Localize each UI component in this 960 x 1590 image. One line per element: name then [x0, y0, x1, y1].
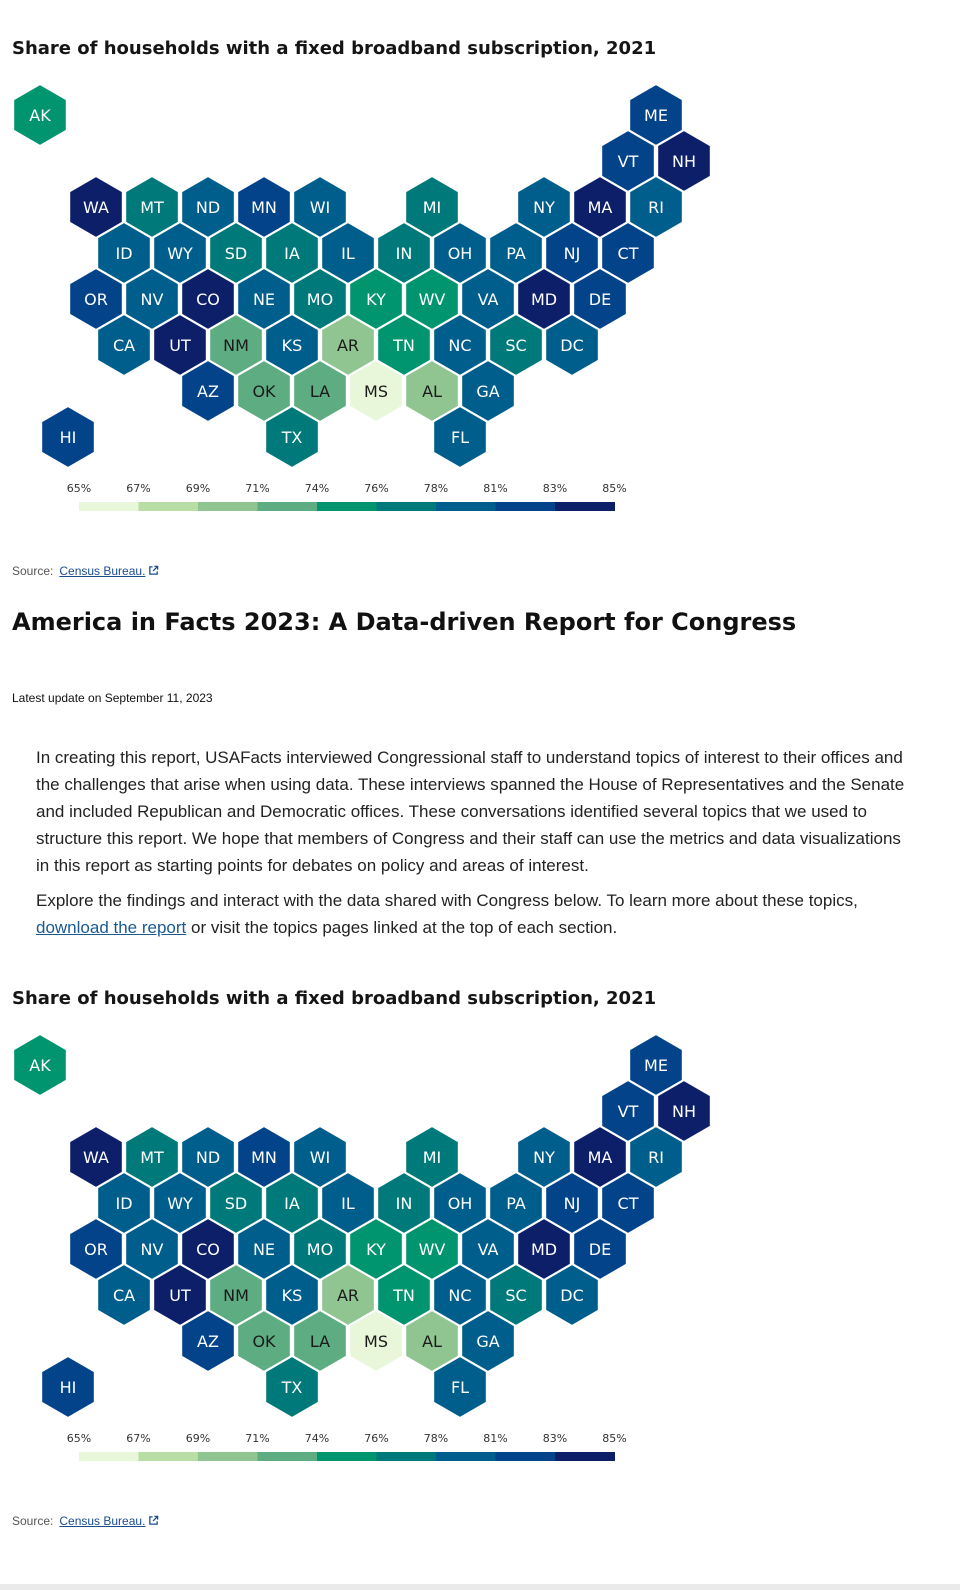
state-label: UT — [169, 1286, 191, 1305]
state-label: IL — [341, 1194, 355, 1213]
legend-swatch — [258, 502, 318, 511]
state-label: KY — [366, 290, 386, 309]
state-label: GA — [476, 382, 500, 401]
state-label: MN — [251, 198, 277, 217]
state-label: WY — [167, 244, 193, 263]
state-label: AK — [29, 106, 51, 125]
state-label: AZ — [197, 382, 219, 401]
source-link-text: Census Bureau. — [59, 1514, 146, 1528]
state-label: NC — [448, 336, 472, 355]
legend-swatch — [198, 1452, 258, 1461]
source-label: Source: — [12, 1514, 54, 1528]
external-link-icon — [148, 565, 159, 576]
legend-tick-label: 65% — [66, 1432, 92, 1445]
state-hex-hi[interactable] — [41, 1356, 95, 1418]
state-label: TX — [281, 428, 303, 447]
state-label: MI — [422, 1148, 442, 1167]
state-label: SC — [505, 336, 527, 355]
state-label: MT — [140, 198, 164, 217]
chart-title: Share of households with a fixed broadband subscription, 2021 — [12, 988, 657, 1009]
state-label: MS — [364, 1332, 388, 1351]
legend-swatch — [258, 1452, 318, 1461]
hex-map — [0, 0, 960, 540]
state-label: RI — [648, 1148, 664, 1167]
broadband-chart — [0, 0, 960, 590]
state-label: MN — [251, 1148, 277, 1167]
state-label: GA — [476, 1332, 500, 1351]
state-label: SD — [224, 1194, 248, 1213]
legend-swatch — [377, 1452, 437, 1461]
state-label: IN — [395, 244, 413, 263]
legend-tick-label: 83% — [542, 1432, 568, 1445]
state-label: WV — [418, 290, 446, 309]
state-label: FL — [450, 428, 470, 447]
state-label: UT — [169, 336, 191, 355]
state-label: MA — [587, 198, 613, 217]
state-label: KY — [366, 1240, 386, 1259]
state-label: CA — [112, 1286, 136, 1305]
legend-swatch — [198, 502, 258, 511]
state-label: WY — [167, 1194, 193, 1213]
source-link[interactable] — [59, 564, 159, 578]
state-label: AR — [336, 336, 360, 355]
legend-tick-label: 85% — [602, 482, 627, 495]
state-label: MS — [364, 382, 388, 401]
state-label: CT — [617, 244, 639, 263]
state-label: WI — [309, 1148, 331, 1167]
state-label: IA — [284, 244, 300, 263]
state-label: OR — [84, 290, 108, 309]
state-label: CA — [112, 336, 136, 355]
legend-tick-label: 78% — [423, 1432, 449, 1445]
source-line — [12, 564, 159, 578]
legend-tick-label: 81% — [483, 482, 508, 495]
state-label: HI — [59, 428, 77, 447]
legend-swatch — [79, 502, 139, 511]
legend-tick-label: 78% — [423, 482, 449, 495]
source-link[interactable] — [59, 1514, 159, 1528]
state-label: WV — [418, 1240, 446, 1259]
state-label: TN — [393, 336, 415, 355]
state-label: NY — [533, 1148, 555, 1167]
state-label: WA — [83, 1148, 109, 1167]
state-label: NV — [140, 290, 164, 309]
state-label: MA — [587, 1148, 613, 1167]
state-label: ME — [644, 1056, 668, 1075]
state-label: RI — [648, 198, 664, 217]
state-label: NE — [252, 290, 276, 309]
state-label: ME — [644, 106, 668, 125]
state-label: TX — [281, 1378, 303, 1397]
state-label: CO — [196, 1240, 220, 1259]
state-label: HI — [59, 1378, 77, 1397]
state-label: AL — [422, 1332, 442, 1351]
external-link-icon — [148, 1515, 159, 1526]
state-label: CO — [196, 290, 220, 309]
state-label: NC — [448, 1286, 472, 1305]
state-label: VT — [617, 1102, 639, 1121]
legend-swatch — [436, 1452, 496, 1461]
report-title: America in Facts 2023: A Data-driven Report for Congress — [12, 608, 797, 636]
intro-text — [36, 744, 916, 949]
source-line — [12, 1514, 159, 1528]
state-label: LA — [309, 1332, 331, 1351]
legend-tick-label: 67% — [126, 482, 151, 495]
intro-paragraph-2-tail: or visit the topics pages linked at the top of each section. — [186, 918, 618, 937]
legend-tick-label: 71% — [245, 1432, 270, 1445]
state-label: NV — [140, 1240, 164, 1259]
state-label: DC — [560, 1286, 584, 1305]
legend-swatch — [496, 502, 556, 511]
state-label: NM — [223, 1286, 249, 1305]
latest-update: Latest update on September 11, 2023 — [12, 691, 213, 705]
legend-tick-label: 65% — [66, 482, 92, 495]
legend-tick-label: 69% — [185, 1432, 211, 1445]
source-label: Source: — [12, 564, 54, 578]
state-label: AZ — [197, 1332, 219, 1351]
state-label: DE — [588, 290, 612, 309]
intro-paragraph-2-text: Explore the findings and interact with the data shared with Congress below. To learn more about these topics, — [36, 891, 858, 910]
intro-paragraph-1: In creating this report, USAFacts interviewed Congressional staff to understand topics of interest to their offices and the challenges that arise when using data. These interviews spanned the House of Representatives and the Senate and included Republican and Democratic offices. These conversations identified several topics that we used to structure this report. We hope that members of Congress and their staff can use the metrics and data visualizations in this report as starting points for debates on policy and areas of interest. — [36, 748, 905, 875]
state-label: OK — [252, 1332, 276, 1351]
legend-tick-label: 67% — [126, 1432, 151, 1445]
state-label: VA — [477, 1240, 499, 1259]
legend-tick-label: 81% — [483, 1432, 508, 1445]
state-label: TN — [393, 1286, 415, 1305]
state-hex-ak[interactable] — [13, 1034, 67, 1096]
state-label: OR — [84, 1240, 108, 1259]
state-hex-ak[interactable] — [13, 84, 67, 146]
state-label: SD — [224, 244, 248, 263]
state-label: IA — [284, 1194, 300, 1213]
page-footer-divider — [0, 1584, 960, 1590]
state-label: OH — [447, 1194, 473, 1213]
state-label: KS — [281, 336, 303, 355]
state-label: NH — [672, 152, 696, 171]
state-label: ID — [115, 244, 133, 263]
download-report-link[interactable]: download the report — [36, 918, 187, 937]
state-label: MI — [422, 198, 442, 217]
state-label: NJ — [563, 1194, 581, 1213]
state-label: DE — [588, 1240, 612, 1259]
state-label: MT — [140, 1148, 164, 1167]
legend-tick-label: 71% — [245, 482, 270, 495]
state-label: MD — [530, 1240, 558, 1259]
legend-swatch — [496, 1452, 556, 1461]
state-label: OK — [252, 382, 276, 401]
legend-swatch — [139, 1452, 199, 1461]
legend-tick-label: 69% — [185, 482, 211, 495]
legend-tick-label: 76% — [364, 1432, 389, 1445]
state-label: FL — [450, 1378, 470, 1397]
legend-swatch — [139, 502, 199, 511]
source-link-text: Census Bureau. — [59, 564, 146, 578]
state-label: NJ — [563, 244, 581, 263]
state-label: SC — [505, 1286, 527, 1305]
state-label: AL — [422, 382, 442, 401]
state-label: OH — [447, 244, 473, 263]
legend-swatch — [317, 1452, 377, 1461]
state-label: ND — [195, 198, 221, 217]
state-label: MD — [530, 290, 558, 309]
legend-tick-label: 76% — [364, 482, 389, 495]
state-label: WI — [309, 198, 331, 217]
state-label: NH — [672, 1102, 696, 1121]
state-label: IL — [341, 244, 355, 263]
legend-swatch — [377, 502, 437, 511]
state-label: PA — [506, 244, 526, 263]
legend-tick-label: 83% — [542, 482, 568, 495]
state-label: MO — [306, 290, 334, 309]
state-label: VT — [617, 152, 639, 171]
state-label: ID — [115, 1194, 133, 1213]
state-label: NM — [223, 336, 249, 355]
legend-swatch — [436, 502, 496, 511]
chart-title: Share of households with a fixed broadband subscription, 2021 — [12, 38, 657, 59]
state-label: DC — [560, 336, 584, 355]
intro-paragraph-2 — [36, 887, 916, 941]
state-label: AK — [29, 1056, 51, 1075]
state-label: IN — [395, 1194, 413, 1213]
state-label: NY — [533, 198, 555, 217]
legend-tick-label: 74% — [304, 482, 330, 495]
state-label: ND — [195, 1148, 221, 1167]
state-label: PA — [506, 1194, 526, 1213]
legend-tick-label: 85% — [602, 1432, 627, 1445]
broadband-chart — [0, 950, 960, 1540]
legend-swatch — [79, 1452, 139, 1461]
state-label: AR — [336, 1286, 360, 1305]
legend-swatch — [317, 502, 377, 511]
state-label: NE — [252, 1240, 276, 1259]
state-label: KS — [281, 1286, 303, 1305]
hex-map — [0, 950, 960, 1490]
state-label: VA — [477, 290, 499, 309]
state-label: CT — [617, 1194, 639, 1213]
state-hex-hi[interactable] — [41, 406, 95, 468]
state-label: MO — [306, 1240, 334, 1259]
state-label: WA — [83, 198, 109, 217]
legend-swatch — [555, 502, 615, 511]
state-label: LA — [309, 382, 331, 401]
legend-swatch — [555, 1452, 615, 1461]
legend-tick-label: 74% — [304, 1432, 330, 1445]
